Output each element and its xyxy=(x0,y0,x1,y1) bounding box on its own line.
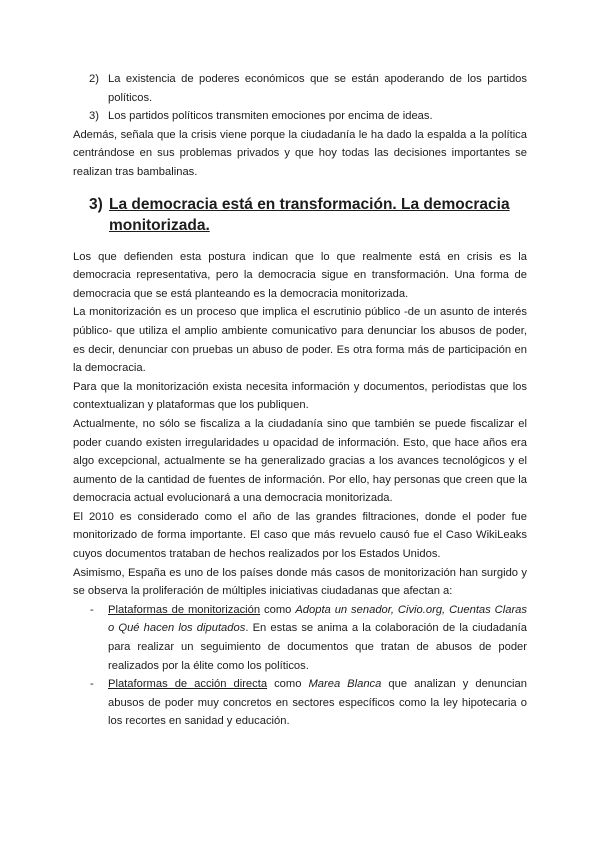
list-item xyxy=(73,70,527,107)
document-page xyxy=(73,70,527,731)
paragraph: Asimismo, España es uno de los países donde más casos de monitorización han surgido y se observa la proliferación de múltiples iniciativas ciudadanas que afectan a: xyxy=(73,566,527,598)
numbered-list xyxy=(73,70,527,126)
section-number: 3) xyxy=(89,195,103,213)
bullet-text: que analizan y denuncian abusos de poder muy concretos en sectores específicos como la ley hipotecaria o los recortes en sanidad y educación. xyxy=(108,678,527,728)
list-number: 2) xyxy=(89,73,99,85)
bullet-examples: Marea Blanca xyxy=(308,678,382,691)
bullet-list xyxy=(73,601,527,731)
list-item xyxy=(73,107,527,126)
paragraph: Actualmente, no sólo se fiscaliza a la ciudadanía sino que también se puede fiscalizar el poder cuando existen irregularidades u opacidad de información. Esto, que hace años era algo excepcional, actualmente se ha generalizado gracias a los avances tecnológicos y el aumento de la cantidad de fuentes de información. Por ello, hay personas que creen que la democracia actual evolucionará a una democracia monitorizada. xyxy=(73,417,527,505)
section-heading xyxy=(73,194,527,236)
paragraph: La monitorización es un proceso que implica el escrutinio público -de un asunto de interés público- que utiliza el amplio ambiente comunicativo para denunciar los abusos de poder, es decir, denunciar con pruebas un abuso de poder. Es otra forma más de participación en la democracia. xyxy=(73,306,527,375)
bullet-dash: - xyxy=(90,603,94,616)
bullet-label: Plataformas de monitorización xyxy=(108,603,261,616)
list-text: La existencia de poderes económicos que se están apoderando de los partidos políticos. xyxy=(108,73,527,104)
list-number: 3) xyxy=(89,110,99,123)
paragraph: Además, señala que la crisis viene porque la ciudadanía le ha dado la espalda a la política centrándose en sus problemas privados y que hoy todas las decisiones importantes se realizan tras bambalinas. xyxy=(73,128,527,178)
list-text: Los partidos políticos transmiten emociones por encima de ideas. xyxy=(108,110,433,123)
paragraph: Los que defienden esta postura indican que lo que realmente está en crisis es la democracia representativa, pero la democracia sigue en transformación. Una forma de democracia que se está planteando es la democracia monitorizada. xyxy=(73,250,527,300)
bullet-item xyxy=(73,675,527,731)
bullet-connector: como xyxy=(260,603,296,616)
paragraph: El 2010 es considerado como el año de las grandes filtraciones, donde el poder fue monitorizado de forma importante. El caso que más revuelo causó fue el Caso WikiLeaks cuyos documentos trataban de hechos realizados por los Estados Unidos. xyxy=(73,510,527,561)
bullet-connector: como xyxy=(267,678,309,691)
paragraph: Para que la monitorización exista necesita información y documentos, periodistas que los contextualizan y plataformas que los publiquen. xyxy=(73,380,527,412)
bullet-dash: - xyxy=(90,678,94,691)
bullet-label: Plataformas de acción directa xyxy=(108,678,268,691)
bullet-examples: Adopta un senador, Civio.org, Cuentas Claras o Qué hacen los diputados xyxy=(108,603,527,635)
section-title: La democracia está en transformación. La democracia monitorizada. xyxy=(109,195,510,234)
bullet-text: . En estas se anima a la colaboración de la ciudadanía para realizar un seguimiento de documentos que tratan de abusos de poder realizados por la élite como los políticos. xyxy=(108,622,527,672)
bullet-item xyxy=(73,601,527,675)
